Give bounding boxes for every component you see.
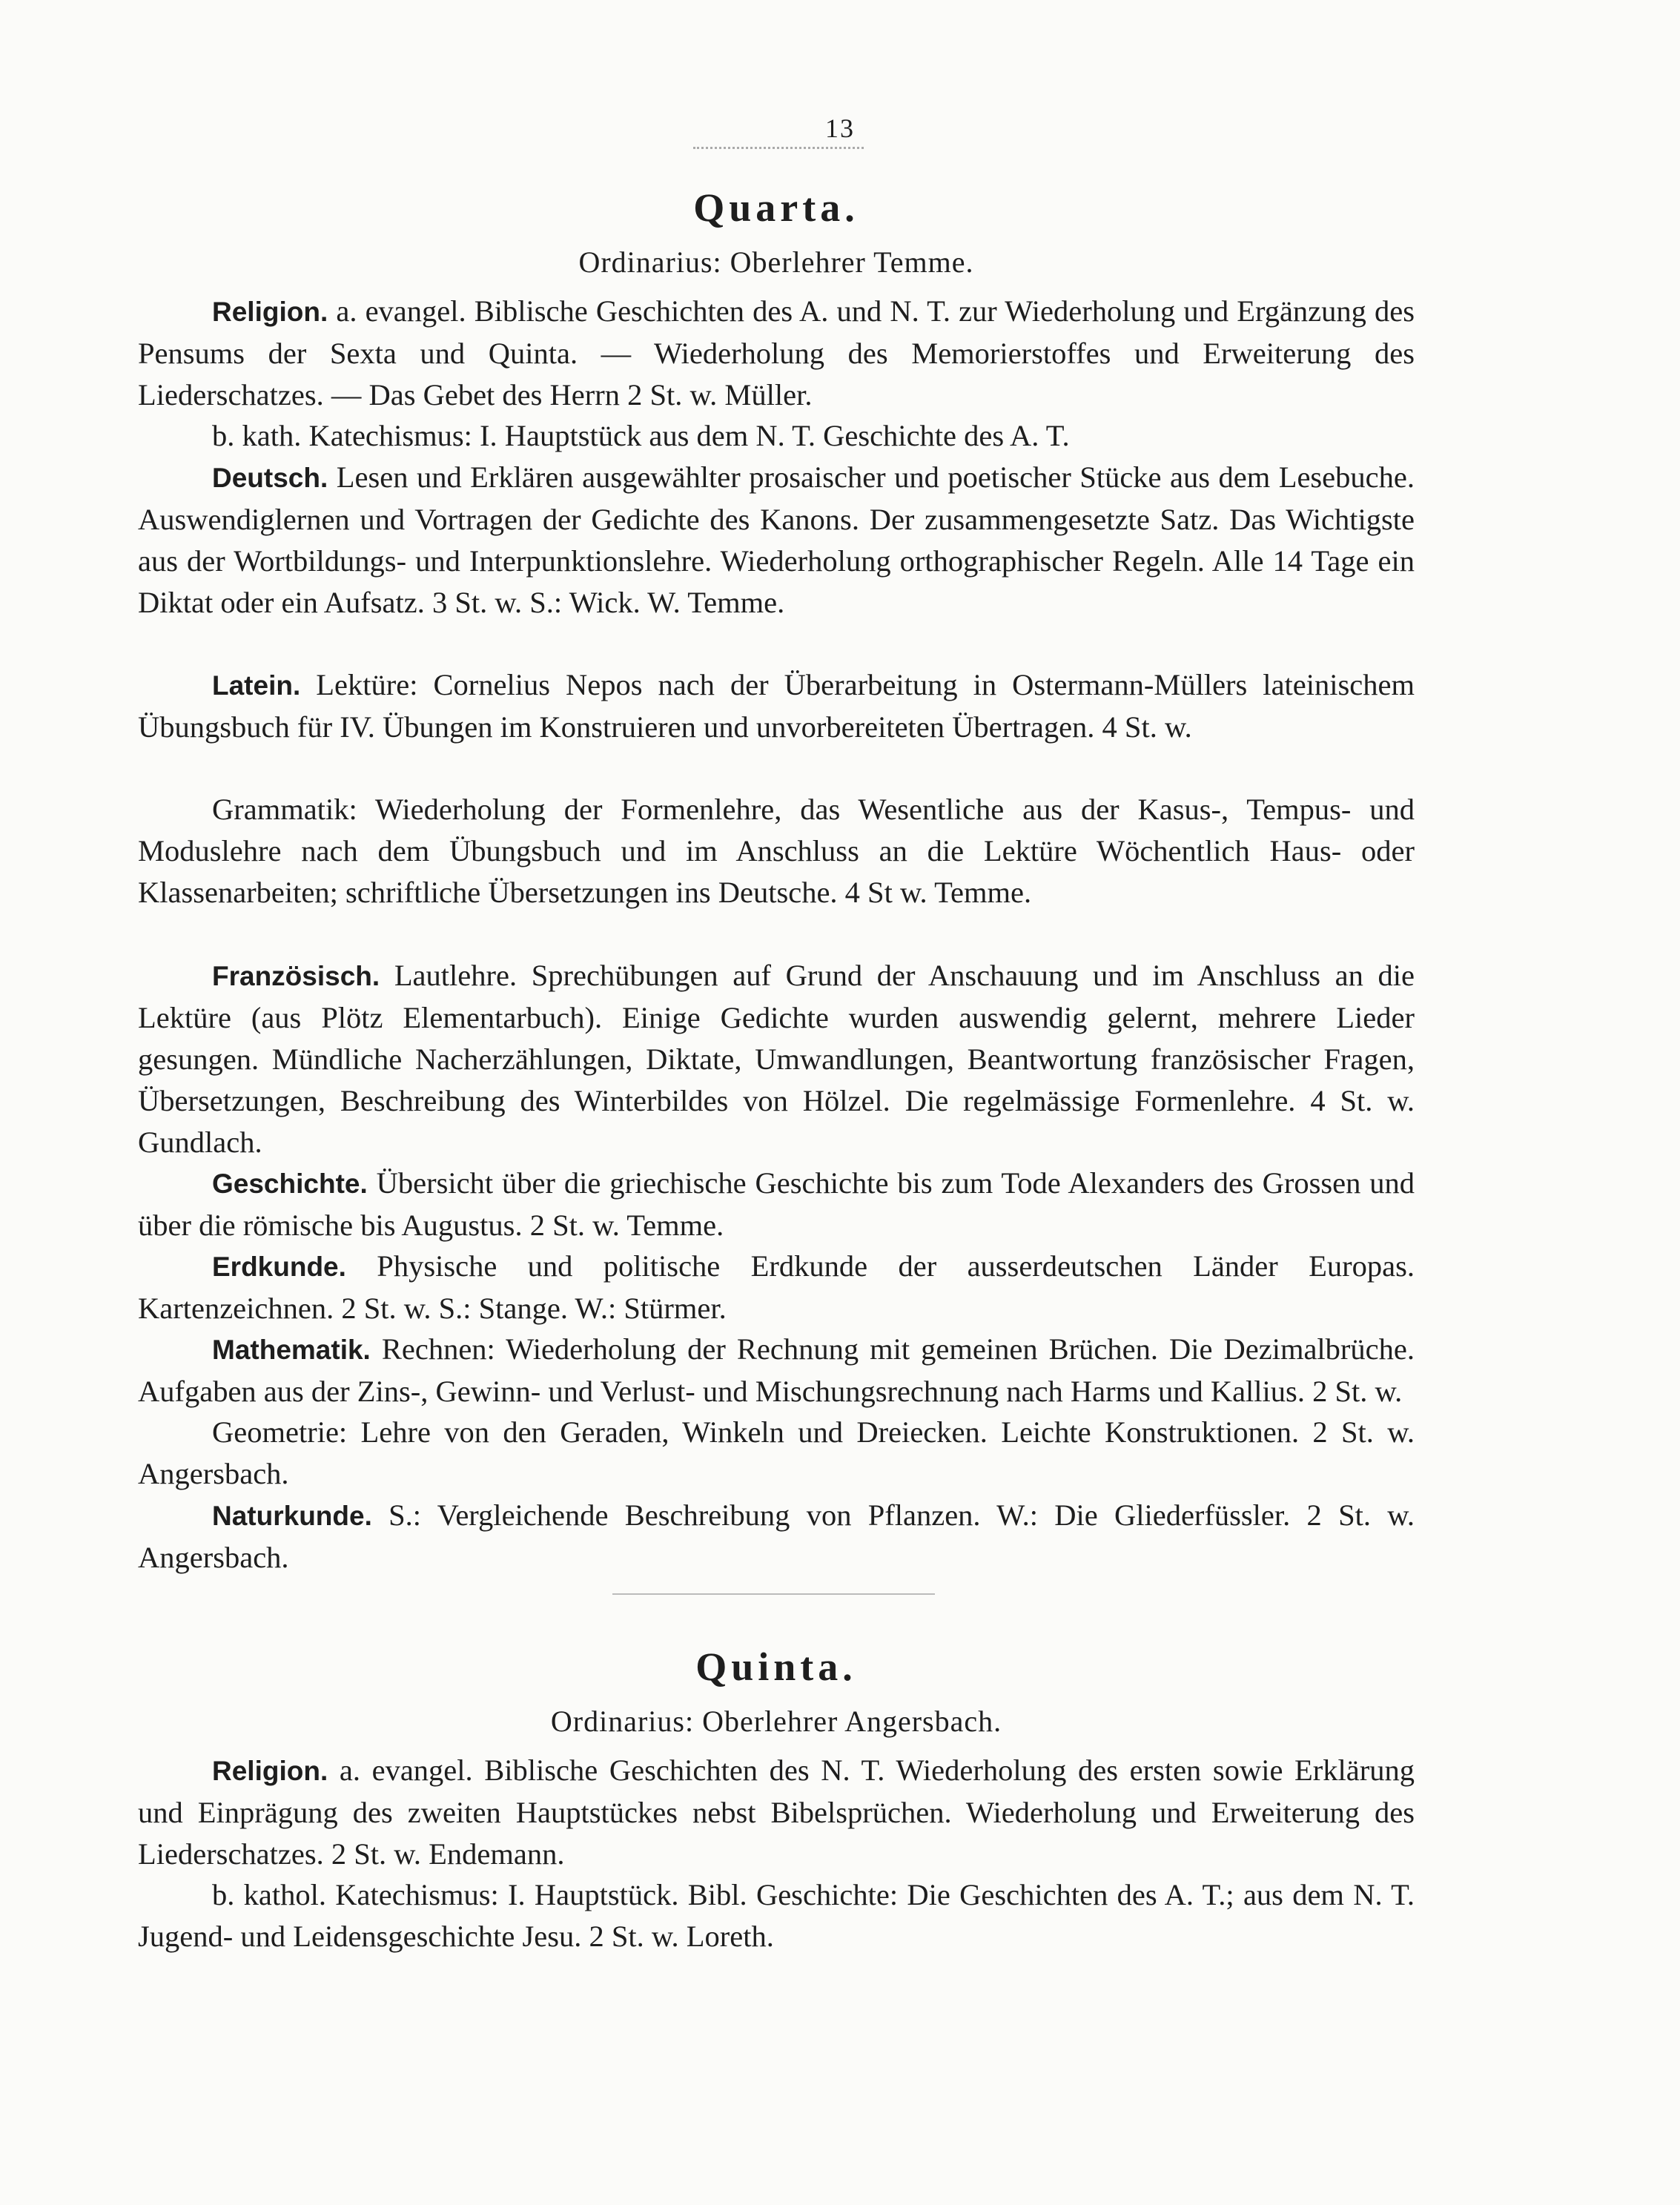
quarta-religion-text: a. evangel. Biblische Geschichten des A. und N. T. zur Wiederholung und Ergänzung des Pensums der Sexta und Quinta. — Wiederholung des Memorierstoffes und Erweiterung des Liederschatzes. — Das Gebet des Herrn 2 St. w. Müller. xyxy=(138,294,1415,411)
page-number: 13 xyxy=(825,113,855,143)
subject-franzoesisch: Französisch. xyxy=(212,961,380,991)
quarta-erdkunde-paragraph xyxy=(138,1246,1415,1329)
subject-deutsch: Deutsch. xyxy=(212,463,328,493)
subject-mathematik: Mathematik. xyxy=(212,1335,371,1365)
subject-naturkunde: Naturkunde. xyxy=(212,1501,372,1531)
quarta-geschichte-paragraph xyxy=(138,1163,1415,1246)
ordinarius-quarta: Ordinarius: Oberlehrer Temme. xyxy=(578,245,974,279)
quarta-latein-text: Lektüre: Cornelius Nepos nach der Überarbeitung in Ostermann-Müllers lateinischem Übungsbuch für IV. Übungen im Konstruieren und unvorbereiteten Übertragen. 4 St. w. xyxy=(138,668,1415,744)
quarta-religion-paragraph xyxy=(138,291,1415,416)
quarta-naturkunde-paragraph xyxy=(138,1495,1415,1578)
quarta-latein-paragraph xyxy=(138,664,1415,748)
subject-erdkunde: Erdkunde. xyxy=(212,1252,346,1282)
subject-religion-quinta: Religion. xyxy=(212,1756,328,1786)
quarta-religion-kath-paragraph xyxy=(138,415,1415,457)
section-title-quinta: Quinta. xyxy=(695,1644,857,1689)
quarta-mathematik-text: Rechnen: Wiederholung der Rechnung mit gemeinen Brüchen. Die Dezimalbrüche. Aufgaben aus der Zins-, Gewinn- und Verlust- und Mischungsrechnung nach Harms und Kallius. 2 St. w. xyxy=(138,1332,1415,1408)
section-title-quarta: Quarta. xyxy=(693,185,859,230)
quinta-religion-kath-paragraph xyxy=(138,1874,1415,1957)
quarta-geometrie-text: Geometrie: Lehre von den Geraden, Winkeln und Dreiecken. Leichte Konstruktionen. 2 St. w. Angersbach. xyxy=(138,1415,1415,1490)
quarta-grammatik-paragraph xyxy=(138,789,1415,913)
quarta-geschichte-text: Übersicht über die griechische Geschichte bis zum Tode Alexanders des Grossen und über die römische bis Augustus. 2 St. w. Temme. xyxy=(138,1166,1415,1242)
subject-religion: Religion. xyxy=(212,297,328,327)
ordinarius-quinta: Ordinarius: Oberlehrer Angersbach. xyxy=(550,1705,1002,1738)
quarta-erdkunde-text: Physische und politische Erdkunde der ausserdeutschen Länder Europas. Kartenzeichnen. 2 St. w. S.: Stange. W.: Stürmer. xyxy=(138,1249,1415,1325)
quinta-religion-paragraph xyxy=(138,1750,1415,1875)
quinta-religion-kath-text: b. kathol. Katechismus: I. Hauptstück. Bibl. Geschichte: Die Geschichten des A. T.; aus dem N. T. Jugend- und Leidensgeschichte Jesu. 2 St. w. Loreth. xyxy=(138,1878,1415,1953)
subject-geschichte: Geschichte. xyxy=(212,1168,368,1199)
quarta-franzoesisch-text: Lautlehre. Sprechübungen auf Grund der Anschauung und im Anschluss an die Lektüre (aus Plötz Elementarbuch). Einige Gedichte wurden auswendig gelernt, mehrere Lieder gesungen. Mündliche Nacherzählungen, Diktate, Umwandlungen, Beantwortung französischer Fragen, Übersetzungen, Beschreibung des Winterbildes von Hölzel. Die regelmässige Formenlehre. 4 St. w. Gundlach. xyxy=(138,959,1415,1159)
quarta-deutsch-paragraph xyxy=(138,457,1415,624)
section-divider xyxy=(612,1593,935,1595)
quarta-religion-kath-text: b. kath. Katechismus: I. Hauptstück aus dem N. T. Geschichte des A. T. xyxy=(212,419,1070,452)
quarta-grammatik-text: Grammatik: Wiederholung der Formenlehre, das Wesentliche aus der Kasus-, Tempus- und Moduslehre nach dem Übungsbuch und im Anschluss an die Lektüre Wöchentlich Haus- oder Klassenarbeiten; schriftliche Übersetzungen ins Deutsche. 4 St w. Temme. xyxy=(138,793,1415,909)
quinta-religion-text: a. evangel. Biblische Geschichten des N. T. Wiederholung des ersten sowie Erklärung und Einprägung des zweiten Hauptstückes nebst Bibelsprüchen. Wiederholung und Erweiterung des Liederschatzes. 2 St. w. Endemann. xyxy=(138,1753,1415,1871)
quarta-geometrie-paragraph xyxy=(138,1412,1415,1495)
quarta-franzoesisch-paragraph xyxy=(138,955,1415,1163)
quarta-mathematik-paragraph xyxy=(138,1329,1415,1412)
quarta-deutsch-text: Lesen und Erklären ausgewählter prosaischer und poetischer Stücke aus dem Lesebuche. Auswendiglernen und Vortragen der Gedichte des Kanons. Der zusammengesetzte Satz. Das Wichtigste aus der Wortbildungs- und Interpunktionslehre. Wiederholung orthographischer Regeln. Alle 14 Tage ein Diktat oder ein Aufsatz. 3 St. w. S.: Wick. W. Temme. xyxy=(138,460,1415,619)
header-ornament xyxy=(693,147,864,149)
subject-latein: Latein. xyxy=(212,670,301,701)
quarta-naturkunde-text: S.: Vergleichende Beschreibung von Pflanzen. W.: Die Gliederfüssler. 2 St. w. Angersbach. xyxy=(138,1498,1415,1574)
